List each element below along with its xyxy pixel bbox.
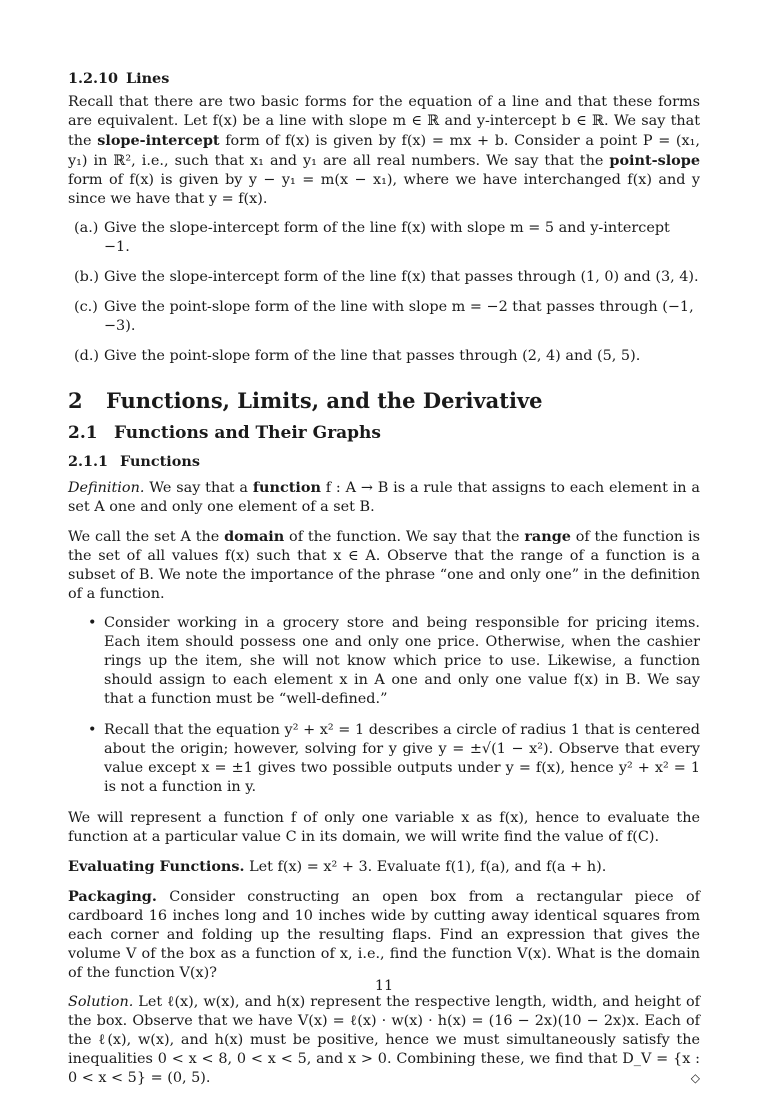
bullet-icon: • (88, 722, 97, 738)
term-point-slope: point-slope (609, 152, 700, 169)
bullet-icon: • (88, 615, 97, 631)
exercise-item (74, 219, 700, 257)
section-title: Functions and Their Graphs (114, 423, 381, 443)
subsection-title: Functions (120, 453, 200, 470)
chapter-heading (68, 388, 700, 413)
intro-text-3: form of f(x) is given by y − y₁ = m(x − x₁), where we have interchanged f(x) and y since we have that y = f(x). (68, 172, 700, 207)
exercise-label: (c.) (74, 299, 98, 315)
exercise-text: Give the slope-intercept form of the line f(x) with slope m = 5 and y-intercept −1. (104, 220, 670, 255)
evaluating-label: Evaluating Functions. (68, 858, 245, 875)
chapter-title: Functions, Limits, and the Derivative (106, 388, 543, 413)
term-domain: domain (224, 528, 285, 545)
subsection-title: Lines (126, 70, 170, 87)
packaging-text: Consider constructing an open box from a rectangular piece of cardboard 16 inches long and 10 inches wide by cutting away identical squares from each corner and folding up the resulting flaps. Find an expression that gives the volume V of the box as a function of x, i.e., find the function V(x). What is the domain of the function V(x)? (68, 889, 700, 981)
definition-paragraph (68, 478, 700, 517)
domain-text-2: of the function. We say that the (284, 529, 525, 545)
exercise-label: (b.) (74, 269, 100, 285)
subsection-heading-functions (68, 453, 700, 470)
bullet-text: Recall that the equation y² + x² = 1 describes a circle of radius 1 that is centered about the origin; however, solving for y give y = ±√(1 − x²). Observe that every value except x = ±1 gives two possible outputs under y = f(x), hence y² + x² = 1 is not a function in y. (104, 722, 700, 795)
exercise-list (74, 219, 700, 366)
evaluating-text: Let f(x) = x² + 3. Evaluate f(1), f(a), and f(a + h). (244, 859, 607, 875)
intro-text-1: Recall that there are two basic forms for the equation of a line and that these forms are equivalent. Let f(x) be a line with slope m ∈ ℝ and y-intercept b ∈ ℝ. We say that the (68, 94, 700, 149)
exercise-label: (d.) (74, 348, 100, 364)
definition-text-1: We say that a (144, 480, 253, 496)
domain-text-3: of the function is the set of all values f(x) such that x ∈ A. Observe that the range of a function is a subset of B. We note the importance of the phrase “one and only one” in the definition of a function. (68, 529, 700, 602)
exercise-text: Give the slope-intercept form of the line f(x) that passes through (1, 0) and (3, 4). (104, 269, 699, 285)
bullet-list (88, 614, 700, 797)
page-body (68, 70, 700, 1098)
evaluating-paragraph (68, 857, 700, 877)
represent-paragraph: We will represent a function f of only one variable x as f(x), hence to evaluate the function at a particular value C in its domain, we will write find the value of f(C). (68, 810, 700, 845)
definition-text-2: f : A → B is a rule that assigns to each element in a set A one and only one element of a set B. (68, 480, 700, 515)
definition-label: Definition. (68, 480, 145, 496)
end-of-solution-icon: ◇ (690, 1071, 700, 1085)
exercise-text: Give the point-slope form of the line that passes through (2, 4) and (5, 5). (104, 348, 641, 364)
subsection-heading-lines (68, 70, 700, 87)
section-heading (68, 423, 700, 443)
section-number: 2.1 (68, 423, 98, 443)
page-number: 11 (374, 978, 394, 994)
bullet-text: Consider working in a grocery store and being responsible for pricing items. Each item should possess one and only one price. Otherwise, when the cashier rings up the item, she will not know which price to use. Likewise, a function should assign to each element x in A one and only one value f(x) in B. We say that a function must be “well-defined.” (104, 615, 700, 707)
packaging-label: Packaging. (68, 888, 157, 905)
bullet-item (88, 614, 700, 709)
exercise-item (74, 268, 700, 287)
subsection-number: 2.1.1 (68, 453, 109, 470)
solution-text: Let ℓ(x), w(x), and h(x) represent the respective length, width, and height of the box. Observe that we have V(x) = ℓ(x) · w(x) · h(x) = (16 − 2x)(10 − 2x)x. Each of the ℓ(x), w(x), and h(x) must be positive, hence we must simultaneously satisfy the inequalities 0 < x < 8, 0 < x < 5, and x > 0. Combining these, we find that D_V = {x : 0 < x < 5} = (0, 5). (68, 994, 700, 1086)
subsection-number: 1.2.10 (68, 70, 119, 87)
chapter-number: 2 (68, 388, 83, 413)
lines-intro-paragraph (68, 93, 700, 209)
domain-range-paragraph (68, 527, 700, 604)
solution-label: Solution. (68, 994, 134, 1010)
term-function: function (252, 479, 321, 496)
term-slope-intercept: slope-intercept (97, 132, 220, 149)
solution-paragraph (68, 993, 700, 1088)
intro-text-2: form of f(x) is given by f(x) = mx + b. Consider a point P = (x₁, y₁) in ℝ², i.e., such that x₁ and y₁ are all real numbers. We say that the (68, 133, 700, 169)
packaging-paragraph (68, 887, 700, 983)
exercise-label: (a.) (74, 220, 99, 236)
bullet-item (88, 721, 700, 797)
exercise-text: Give the point-slope form of the line with slope m = −2 that passes through (−1, −3). (104, 299, 694, 334)
exercise-item (74, 347, 700, 366)
domain-text-1: We call the set A the (68, 529, 225, 545)
term-range: range (524, 528, 571, 545)
exercise-item (74, 298, 700, 336)
